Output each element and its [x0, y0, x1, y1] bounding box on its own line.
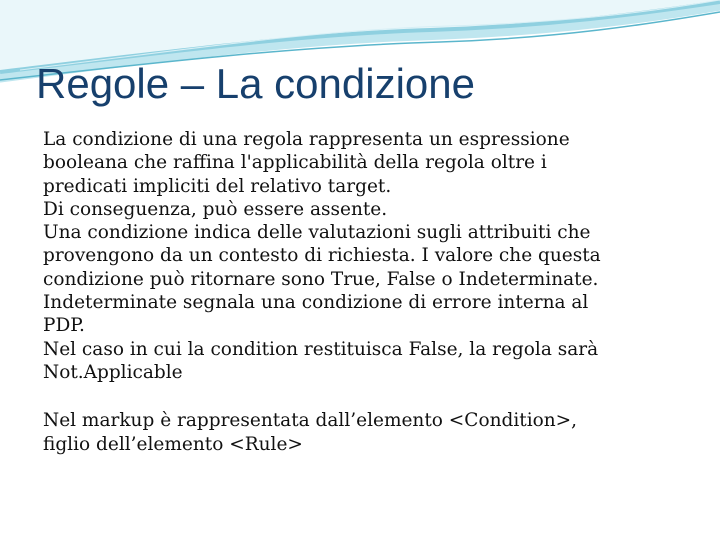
text-line: La condizione di una regola rappresenta un espressione: [43, 129, 570, 150]
slide-title: Regole – La condizione: [36, 60, 475, 107]
text-line: Indeterminate segnala una condizione di errore interna al: [43, 292, 589, 314]
paragraph-markup: [43, 409, 703, 456]
paragraph-evaluation: [43, 221, 703, 384]
spacer: [43, 384, 703, 409]
text-line: Not.Applicable: [43, 361, 183, 383]
text-line: Una condizione indica delle valutazioni sugli attribuiti che: [43, 222, 591, 244]
text-line: Di conseguenza, può essere assente.: [43, 198, 388, 220]
text-line: Nel caso in cui la condition restituisca False, la regola sarà: [43, 338, 599, 360]
slide-body: [43, 128, 703, 456]
text-line: booleana che raffina l'applicabilità della regola oltre i: [43, 152, 547, 174]
paragraph-condition-definition: [43, 128, 703, 198]
text-line: Nel markup è rappresentata dall’elemento <Condition>,: [43, 410, 578, 432]
text-line: PDP.: [43, 315, 85, 337]
paragraph-optional: [43, 198, 703, 221]
text-line: predicati impliciti del relativo target.: [43, 175, 392, 197]
text-line: condizione può ritornare sono True, False o Indeterminate.: [43, 268, 599, 290]
text-line: provengono da un contesto di richiesta. I valore che questa: [43, 245, 601, 267]
text-line: figlio dell’elemento <Rule>: [43, 433, 303, 455]
